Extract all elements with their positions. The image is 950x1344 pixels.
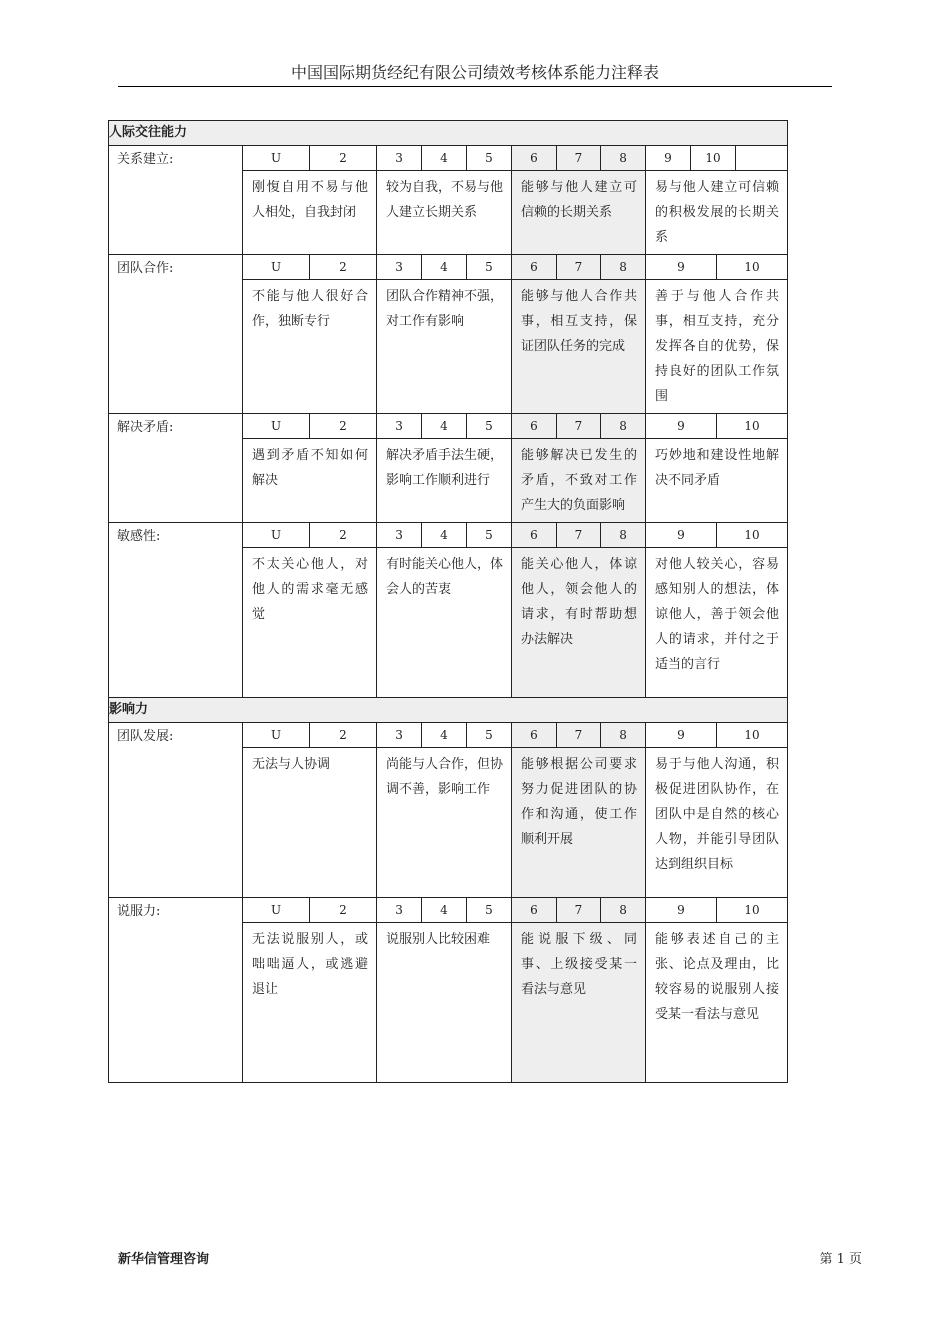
score: 2 bbox=[339, 728, 347, 742]
score: 7 bbox=[556, 414, 600, 438]
level-desc: 团队合作精神不强，对工作有影响 bbox=[377, 280, 512, 414]
score: 6 bbox=[512, 255, 556, 279]
score: 5 bbox=[485, 528, 493, 542]
score: 4 bbox=[422, 146, 467, 170]
score: U bbox=[243, 723, 310, 747]
score: 4 bbox=[422, 414, 467, 438]
footer-page-number: 第 1 页 bbox=[819, 1252, 862, 1267]
score: 3 bbox=[377, 723, 422, 747]
score: 5 bbox=[485, 903, 493, 917]
score: 10 bbox=[744, 419, 760, 433]
score: 3 bbox=[377, 898, 422, 922]
level-desc: 对他人较关心，容易感知别人的想法，体谅他人，善于领会他人的请求，并付之于适当的言行 bbox=[646, 548, 788, 698]
score: U bbox=[243, 898, 310, 922]
score: 2 bbox=[339, 903, 347, 917]
score: 6 bbox=[512, 414, 556, 438]
item-label: 说服力: bbox=[109, 898, 243, 1083]
score: 5 bbox=[485, 260, 493, 274]
score: 10 bbox=[744, 528, 760, 542]
page-header-title: 中国国际期货经纪有限公司绩效考核体系能力注释表 bbox=[118, 62, 832, 87]
item-label: 敏感性: bbox=[109, 523, 243, 698]
level-desc: 刚愎自用不易与他人相处，自我封闭 bbox=[243, 171, 377, 255]
score: 3 bbox=[377, 255, 422, 279]
level-desc: 能够表述自己的主张、论点及理由，比较容易的说服别人接受某一看法与意见 bbox=[646, 923, 788, 1083]
level-desc: 解决矛盾手法生硬，影响工作顺利进行 bbox=[377, 439, 512, 523]
score: 9 bbox=[646, 898, 717, 922]
score: U bbox=[243, 523, 310, 547]
level-desc: 不太关心他人，对他人的需求毫无感觉 bbox=[243, 548, 377, 698]
score: 5 bbox=[485, 419, 493, 433]
score: 9 bbox=[646, 523, 717, 547]
level-desc: 善于与他人合作共事，相互支持，充分发挥各自的优势，保持良好的团队工作氛围 bbox=[646, 280, 788, 414]
score: 4 bbox=[422, 255, 467, 279]
score: 10 bbox=[744, 260, 760, 274]
level-desc: 说服别人比较困难 bbox=[377, 923, 512, 1083]
score: 9 bbox=[646, 414, 717, 438]
level-desc: 较为自我，不易与他人建立长期关系 bbox=[377, 171, 512, 255]
ability-table bbox=[108, 120, 788, 1083]
score-row bbox=[109, 898, 788, 923]
score: 6 bbox=[512, 723, 556, 747]
score: 5 bbox=[485, 728, 493, 742]
item-label: 关系建立: bbox=[109, 146, 243, 255]
level-desc: 无法说服别人，或咄咄逼人，或逃避退让 bbox=[243, 923, 377, 1083]
score: 10 bbox=[744, 903, 760, 917]
score: 5 bbox=[485, 151, 493, 165]
section-title: 人际交往能力 bbox=[109, 121, 788, 146]
score: 7 bbox=[556, 523, 600, 547]
level-desc: 遇到矛盾不知如何解决 bbox=[243, 439, 377, 523]
footer-company: 新华信管理咨询 bbox=[118, 1252, 210, 1267]
score: 6 bbox=[512, 523, 556, 547]
score-row bbox=[109, 255, 788, 280]
score-row bbox=[109, 723, 788, 748]
level-desc: 能关心他人，体谅他人，领会他人的请求，有时帮助想办法解决 bbox=[512, 548, 646, 698]
section-title: 影响力 bbox=[109, 698, 788, 723]
score-row bbox=[109, 146, 788, 171]
score: 4 bbox=[422, 898, 467, 922]
level-desc: 尚能与人合作，但协调不善，影响工作 bbox=[377, 748, 512, 898]
score: 10 bbox=[744, 728, 760, 742]
level-desc: 能够与他人建立可信赖的长期关系 bbox=[512, 171, 646, 255]
score: 3 bbox=[377, 414, 422, 438]
score bbox=[736, 146, 788, 170]
item-label: 解决矛盾: bbox=[109, 414, 243, 523]
score: 4 bbox=[422, 523, 467, 547]
score: 2 bbox=[339, 528, 347, 542]
score: 6 bbox=[512, 898, 556, 922]
score: U bbox=[243, 414, 310, 438]
score: 8 bbox=[619, 728, 627, 742]
score: 9 bbox=[646, 723, 717, 747]
level-desc: 有时能关心他人，体会人的苦衷 bbox=[377, 548, 512, 698]
score: U bbox=[243, 255, 310, 279]
level-desc: 易与他人建立可信赖的积极发展的长期关系 bbox=[646, 171, 788, 255]
level-desc: 能够根据公司要求努力促进团队的协作和沟通，使工作顺利开展 bbox=[512, 748, 646, 898]
score: 3 bbox=[377, 523, 422, 547]
score: 10 bbox=[691, 146, 736, 170]
item-label: 团队发展: bbox=[109, 723, 243, 898]
score-row bbox=[109, 523, 788, 548]
level-desc: 不能与他人很好合作，独断专行 bbox=[243, 280, 377, 414]
level-desc: 巧妙地和建设性地解决不同矛盾 bbox=[646, 439, 788, 523]
score: 7 bbox=[556, 146, 600, 170]
score: 7 bbox=[556, 723, 600, 747]
score: 8 bbox=[619, 151, 627, 165]
score: 9 bbox=[646, 255, 717, 279]
score: 7 bbox=[556, 255, 600, 279]
level-desc: 能够解决已发生的矛盾，不致对工作产生大的负面影响 bbox=[512, 439, 646, 523]
score: 2 bbox=[339, 260, 347, 274]
score: 4 bbox=[422, 723, 467, 747]
level-desc: 能够与他人合作共事，相互支持，保证团队任务的完成 bbox=[512, 280, 646, 414]
score: 8 bbox=[619, 903, 627, 917]
score: 6 bbox=[512, 146, 556, 170]
score: 8 bbox=[619, 528, 627, 542]
level-desc: 易于与他人沟通，积极促进团队协作，在团队中是自然的核心人物，并能引导团队达到组织目标 bbox=[646, 748, 788, 898]
score-row bbox=[109, 414, 788, 439]
score: 8 bbox=[619, 419, 627, 433]
item-label: 团队合作: bbox=[109, 255, 243, 414]
level-desc: 无法与人协调 bbox=[243, 748, 377, 898]
score: 3 bbox=[377, 146, 422, 170]
score: 2 bbox=[339, 151, 347, 165]
score: 9 bbox=[646, 146, 691, 170]
score: 7 bbox=[556, 898, 600, 922]
level-desc: 能说服下级、同事、上级接受某一看法与意见 bbox=[512, 923, 646, 1083]
score: 2 bbox=[339, 419, 347, 433]
score: U bbox=[243, 146, 310, 170]
score: 8 bbox=[619, 260, 627, 274]
